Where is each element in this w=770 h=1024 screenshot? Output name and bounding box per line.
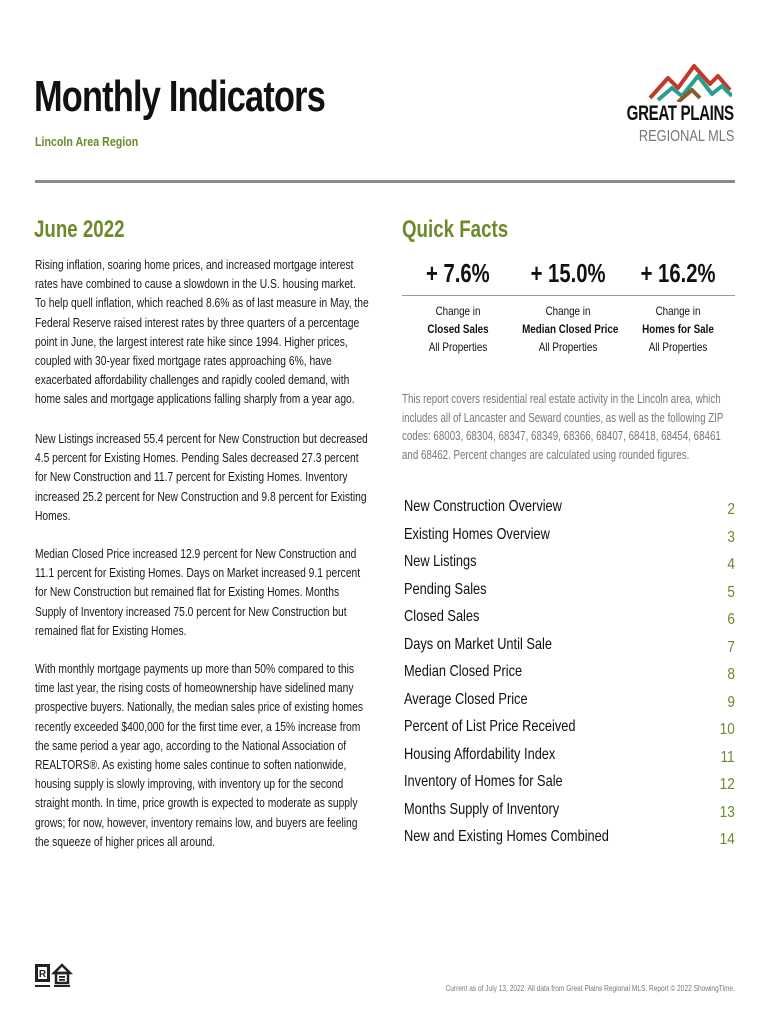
- toc-item-combined[interactable]: [402, 828, 735, 856]
- toc-item-median-closed-price[interactable]: [402, 663, 735, 691]
- stat-closed-sales: [402, 258, 514, 289]
- toc-page: 6: [727, 611, 735, 628]
- stat-description: [402, 302, 514, 356]
- toc-label: New Construction Overview: [404, 498, 562, 515]
- stat-median-closed-price: [512, 258, 624, 289]
- page-title: Monthly Indicators: [34, 72, 326, 121]
- logo-name: GREAT PLAINS: [626, 102, 734, 125]
- footer-note: Current as of July 13, 2022. All data from Great Plains Regional MLS. Report © 2022 ShowingTime.: [445, 984, 735, 993]
- summary-paragraph: Median Closed Price increased 12.9 percent for New Construction and 11.1 percent for Existing Homes. Days on Market increased 9.1 percent for New Construction but remained flat for Existing Homes. Months Supply of Inventory increased 75.0 percent for New Construction but remained flat for Existing Homes.: [35, 546, 361, 638]
- summary-paragraph: Rising inflation, soaring home prices, and increased mortgage interest rates have combined to cause a slowdown in the U.S. housing market. To help quell inflation, which reached 8.6% as of last measure in May, the Federal Reserve raised interest rates by three quarters of a percentage point in June, the largest interest rate hike since 1994. Higher prices, coupled with 30-year fixed mortgage rates approaching 6%, have exacerbated affordability challenges and rapidly cooled demand, with home sales and mortgage applications falling sharply from a year ago.: [35, 257, 369, 407]
- stat-line: All Properties: [648, 340, 708, 354]
- stat-description: [622, 302, 734, 356]
- toc-label: Inventory of Homes for Sale: [404, 773, 563, 790]
- stat-metric: Median Closed Price: [522, 322, 619, 336]
- toc-item-average-closed-price[interactable]: [402, 691, 735, 719]
- toc-page: 12: [719, 776, 735, 793]
- toc-item-months-supply[interactable]: [402, 801, 735, 829]
- toc-page: 13: [719, 803, 735, 821]
- toc-label: Average Closed Price: [404, 690, 528, 708]
- summary-paragraph: With monthly mortgage payments up more than 50% compared to this time last year, the rising costs of homeownership have sidelined many prospective buyers. Nationally, the median sales price of existing homes recently exceeded $400,000 for the first time ever, a 15% increase from the same period a year ago, according to the National Association of REALTORS®. As existing home sales continue to soften nationwide, housing supply is slowly improving, with inventory up for the second straight month. In time, price growth is expected to moderate as supply grows; for now, however, inventory remains low, and buyers are feeling the squeeze of higher prices all around.: [35, 661, 363, 849]
- stat-value: + 16.2%: [640, 258, 716, 288]
- equal-housing-icon: [54, 965, 70, 987]
- toc-page: 7: [727, 638, 735, 656]
- toc-page: 14: [719, 831, 735, 848]
- stat-line: Change in: [655, 304, 701, 318]
- header-divider: [35, 180, 735, 183]
- realtor-icon: [35, 964, 50, 987]
- toc-label: Housing Affordability Index: [404, 745, 556, 763]
- quick-facts-divider: [402, 295, 735, 296]
- region-subtitle: Lincoln Area Region: [35, 134, 139, 149]
- stat-value: + 7.6%: [426, 258, 490, 288]
- toc-label: Existing Homes Overview: [404, 525, 550, 543]
- stat-metric: Closed Sales: [427, 322, 489, 336]
- toc-item-new-construction-overview[interactable]: [402, 498, 735, 526]
- toc-item-inventory[interactable]: [402, 773, 735, 801]
- toc-page: 4: [727, 556, 735, 573]
- toc-label: Days on Market Until Sale: [404, 635, 552, 653]
- mountains-icon: [648, 62, 732, 102]
- toc-label: Percent of List Price Received: [404, 718, 576, 735]
- summary-paragraph: New Listings increased 55.4 percent for New Construction but decreased 4.5 percent for Existing Homes. Pending Sales decreased 27.3 percent for New Construction and 11.7 percent for Existing Homes. Inventory increased 25.2 percent for New Construction and 9.8 percent for Existing Homes.: [35, 431, 368, 523]
- report-coverage-note: This report covers residential real estate activity in the Lincoln area, which includes all of Lancaster and Seward counties, as well as the following ZIP codes: 68003, 68304, 68347, 68349, 68366, 68407, 68418, 68454, 68461 and 68462. Percent changes are calculated using rounded figures.: [402, 392, 724, 462]
- toc-item-percent-of-list-price[interactable]: [402, 718, 735, 746]
- toc-page: 10: [719, 721, 735, 738]
- stat-metric: Homes for Sale: [642, 322, 714, 336]
- quick-facts-title: Quick Facts: [402, 216, 509, 243]
- toc-label: New and Existing Homes Combined: [404, 828, 609, 845]
- toc-item-closed-sales[interactable]: [402, 608, 735, 636]
- toc-label: New Listings: [404, 553, 477, 570]
- toc-page: 5: [727, 583, 735, 601]
- toc-item-pending-sales[interactable]: [402, 581, 735, 609]
- great-plains-logo: [626, 62, 740, 152]
- stat-description: [512, 302, 624, 356]
- toc-item-housing-affordability[interactable]: [402, 746, 735, 774]
- toc-page: 2: [727, 501, 735, 518]
- toc-label: Median Closed Price: [404, 663, 523, 680]
- toc-page: 3: [727, 528, 735, 546]
- toc-label: Months Supply of Inventory: [404, 800, 560, 818]
- logo-subtitle: REGIONAL MLS: [638, 128, 734, 145]
- svg-text:R: R: [38, 969, 47, 980]
- stat-line: Change in: [435, 304, 481, 318]
- footer-logos: [34, 963, 74, 995]
- stat-homes-for-sale: [622, 258, 734, 289]
- stat-line: All Properties: [538, 340, 598, 354]
- toc-label: Pending Sales: [404, 580, 487, 598]
- toc-page: 8: [727, 666, 735, 683]
- table-of-contents: [402, 498, 735, 856]
- report-period: June 2022: [34, 216, 125, 243]
- toc-page: 11: [720, 748, 735, 766]
- toc-page: 9: [727, 693, 735, 711]
- toc-item-days-on-market[interactable]: [402, 636, 735, 664]
- toc-label: Closed Sales: [404, 608, 480, 625]
- toc-item-new-listings[interactable]: [402, 553, 735, 581]
- toc-item-existing-homes-overview[interactable]: [402, 526, 735, 554]
- stat-line: Change in: [545, 304, 591, 318]
- stat-line: All Properties: [428, 340, 488, 354]
- stat-value: + 15.0%: [530, 258, 606, 288]
